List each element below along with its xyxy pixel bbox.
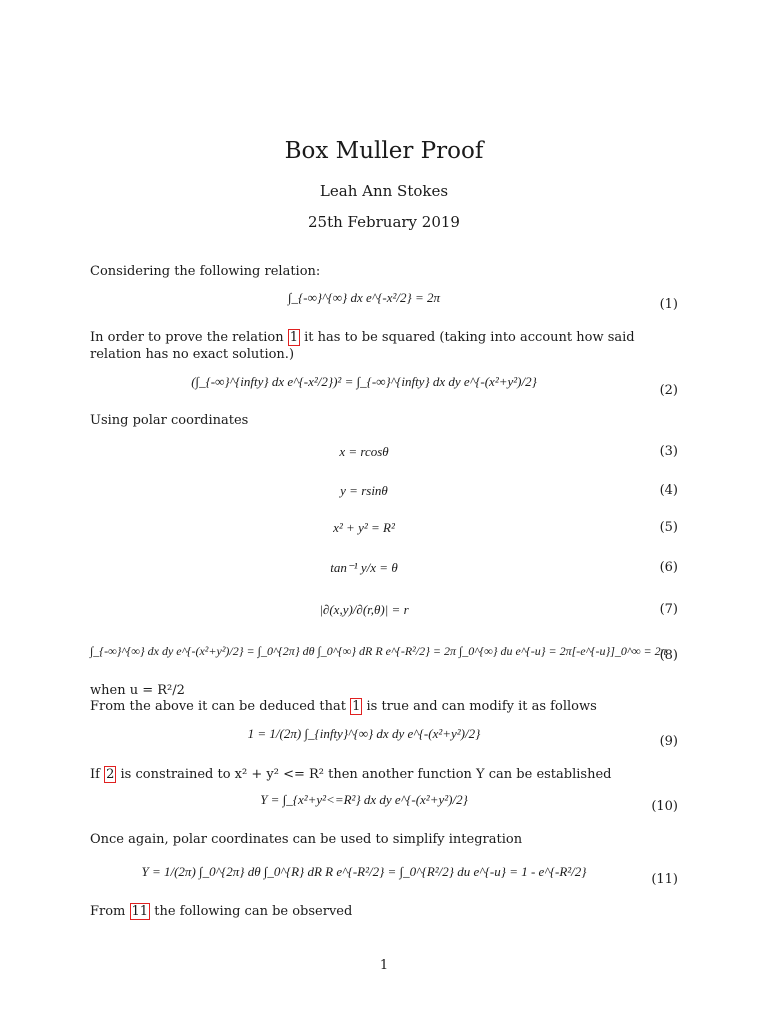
paper-title: Box Muller Proof (284, 138, 484, 164)
equation-7 (90, 602, 678, 622)
equation-6 (90, 560, 678, 580)
text: From the above it can be deduced that (90, 699, 346, 714)
equation-11 (90, 864, 678, 898)
paragraph-intro: Considering the following relation: (90, 264, 321, 279)
equation-3 (90, 444, 678, 464)
text: is constrained to x² + y² <= R² then another function Y can be established (120, 767, 612, 782)
equation-5-body: x² + y² = R² (333, 520, 395, 535)
equation-6-body: tan⁻¹ y/x = θ (330, 560, 398, 575)
equation-10 (90, 792, 678, 822)
page-number: 1 (379, 958, 389, 973)
equation-11-body: Y = 1/(2π) ∫_0^{2π} dθ ∫_0^{R} dR R e^{-R²/2} = ∫_0^{R²/2} du e^{-u} = 1 - e^{-R²/2} (141, 864, 587, 879)
equation-4 (90, 483, 678, 503)
text: If (90, 767, 100, 782)
equation-ref-link[interactable]: 11 (131, 904, 149, 919)
equation-ref-link[interactable]: 2 (106, 767, 115, 782)
equation-9-body: 1 = 1/(2π) ∫_{infty}^{∞} dx dy e^{-(x²+y²)/2} (247, 726, 481, 741)
equation-number: (9) (659, 734, 678, 749)
equation-number: (6) (659, 560, 678, 575)
paragraph-substitution: when u = R²/2 (90, 683, 185, 698)
paragraph-observe (90, 903, 680, 920)
equation-number: (3) (659, 444, 678, 459)
equation-3-body: x = rcosθ (339, 444, 389, 459)
equation-number: (7) (659, 602, 678, 617)
text: From (90, 904, 126, 919)
paragraph-constrained (90, 766, 680, 783)
equation-2 (90, 374, 678, 408)
text: In order to prove the relation (90, 330, 284, 345)
equation-2-body: (∫_{-∞}^{infty} dx e^{-x²/2})² = ∫_{-∞}^{infty} dx dy e^{-(x²+y²)/2} (191, 374, 537, 389)
paragraph-again: Once again, polar coordinates can be used to simplify integration (90, 832, 523, 847)
equation-number: (2) (659, 383, 678, 398)
equation-ref-link[interactable]: 1 (352, 699, 361, 714)
equation-1-body: ∫_{-∞}^{∞} dx e^{-x²/2} = 2π (287, 290, 441, 305)
equation-ref-link[interactable]: 1 (289, 330, 298, 345)
equation-10-body: Y = ∫_{x²+y²<=R²} dx dy e^{-(x²+y²)/2} (260, 792, 468, 807)
equation-number: (8) (659, 648, 678, 663)
equation-number: (5) (659, 520, 678, 535)
paragraph-deduce (90, 698, 680, 715)
equation-number: (1) (659, 297, 678, 312)
date: 25th February 2019 (308, 213, 460, 231)
equation-4-body: y = rsinθ (340, 483, 388, 498)
equation-number: (4) (659, 483, 678, 498)
text: it has to be squared (taking into account how said relation has no exact solution.) (90, 330, 635, 362)
equation-number: (11) (651, 872, 678, 887)
author: Leah Ann Stokes (319, 182, 449, 200)
text: is true and can modify it as follows (366, 699, 597, 714)
equation-number: (10) (651, 799, 678, 814)
paragraph-square (90, 329, 680, 363)
text: the following can be observed (154, 904, 353, 919)
equation-5 (90, 520, 678, 540)
equation-1 (90, 290, 678, 320)
equation-8 (90, 644, 678, 674)
equation-8-body: ∫_{-∞}^{∞} dx dy e^{-(x²+y²)/2} = ∫_0^{2π} dθ ∫_0^{∞} dR R e^{-R²/2} = 2π ∫_0^{∞} du e^{-u} = 2π[-e^{-u}]_0^∞ = 2π (90, 644, 667, 658)
equation-9 (90, 726, 678, 756)
equation-7-body: |∂(x,y)/∂(r,θ)| = r (319, 602, 409, 617)
paragraph-polar: Using polar coordinates (90, 413, 249, 428)
